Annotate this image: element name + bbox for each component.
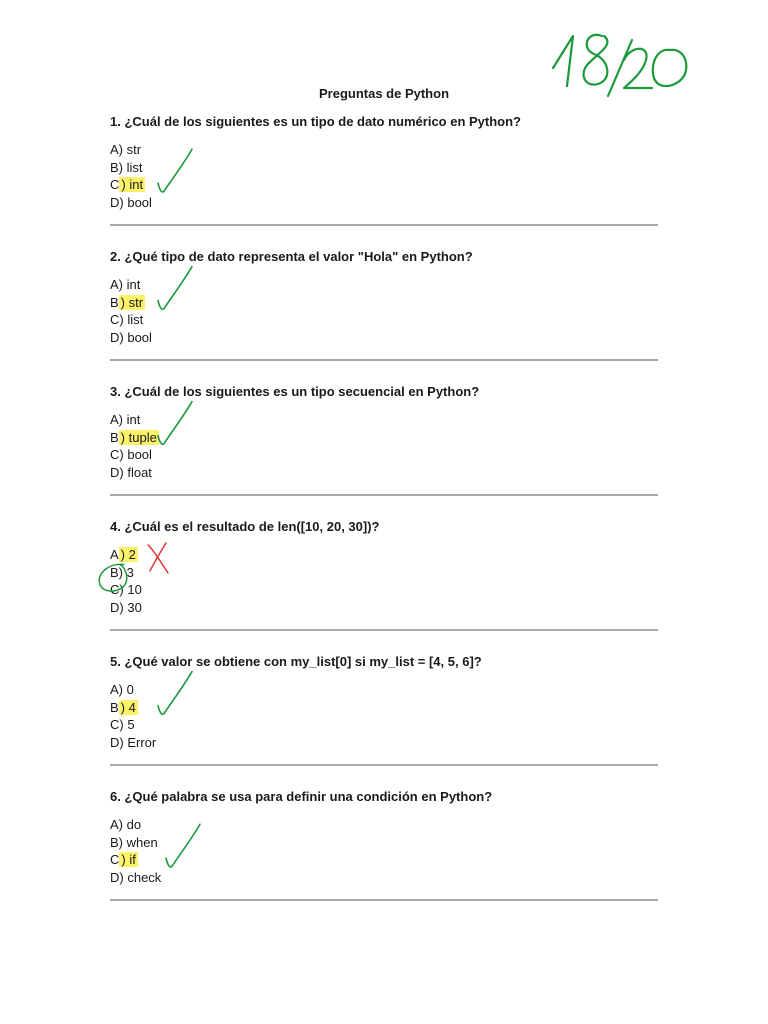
question-text: 1. ¿Cuál de los siguientes es un tipo de dato numérico en Python? [110, 114, 521, 129]
option-text: str [125, 294, 144, 310]
question-4 [110, 519, 670, 617]
option-list [110, 276, 670, 347]
separator-line [110, 224, 658, 226]
separator-line [110, 359, 658, 361]
option-paren: ) [119, 330, 124, 346]
option-paren: ) [119, 600, 124, 616]
option-paren: ) [119, 717, 124, 733]
option-paren: ) [118, 159, 124, 175]
option-list [110, 546, 670, 617]
option-letter: D [110, 870, 120, 886]
question-5 [110, 654, 670, 752]
separator-line [110, 494, 658, 496]
question-text: 5. ¿Qué valor se obtiene con my_list[0] si my_list = [4, 5, 6]? [110, 654, 482, 669]
question-text: 4. ¿Cuál es el resultado de len([10, 20, 30])? [110, 519, 380, 534]
option-text: 3 [123, 564, 134, 580]
option-paren: ) [119, 735, 124, 751]
option-paren: ) [121, 852, 126, 868]
option-paren: ) [121, 177, 126, 193]
question-6 [110, 789, 670, 887]
option-b [110, 294, 670, 312]
question-3 [110, 384, 670, 482]
option-text: 5 [123, 717, 135, 733]
option-d [110, 734, 670, 752]
option-a [110, 816, 670, 834]
option-text: check [123, 870, 162, 886]
selected-answer-highlight [119, 430, 159, 445]
score-stroke [553, 36, 573, 86]
option-c [110, 446, 670, 464]
option-text: Error [123, 735, 157, 751]
selected-answer-highlight [119, 700, 138, 715]
option-b [110, 159, 670, 177]
option-text: tuple [125, 429, 157, 445]
option-paren: ) [120, 547, 126, 562]
question-2 [110, 249, 670, 347]
option-paren: ) [119, 465, 124, 481]
separator-line [110, 629, 658, 631]
selected-answer-highlight [119, 852, 137, 867]
selected-answer-highlight [119, 177, 145, 192]
option-letter: A [110, 682, 119, 697]
option-paren: ) [118, 834, 124, 850]
option-text: when [123, 834, 158, 850]
option-paren: ) [119, 870, 124, 886]
option-letter: C [110, 852, 120, 868]
option-text: float [123, 465, 152, 481]
option-text: int [125, 177, 144, 193]
option-a [110, 411, 670, 429]
option-list [110, 681, 670, 752]
option-c [110, 311, 670, 329]
option-c [110, 851, 670, 869]
option-paren: ) [118, 412, 124, 427]
option-text: 2 [125, 547, 136, 562]
option-d [110, 194, 670, 212]
question-text: 3. ¿Cuál de los siguientes es un tipo secuencial en Python? [110, 384, 480, 399]
option-list [110, 411, 670, 482]
option-paren: ) [118, 682, 124, 697]
option-letter: C [110, 717, 120, 733]
question-1 [110, 114, 670, 212]
option-letter: D [110, 735, 120, 751]
option-text: int [123, 277, 141, 292]
question-text: 6. ¿Qué palabra se usa para definir una condición en Python? [110, 789, 493, 804]
option-a [110, 141, 670, 159]
option-letter: B [110, 564, 119, 580]
option-c [110, 581, 670, 599]
option-text: 0 [123, 682, 134, 697]
option-letter: B [110, 834, 119, 850]
option-c [110, 716, 670, 734]
option-text: 10 [123, 582, 142, 598]
option-letter: A [110, 277, 119, 292]
option-paren: ) [120, 429, 126, 445]
option-paren: ) [118, 817, 124, 832]
option-text: str [123, 142, 142, 157]
option-b [110, 564, 670, 582]
option-text: list [123, 312, 144, 328]
option-b [110, 834, 670, 852]
separator-line [110, 764, 658, 766]
option-d [110, 329, 670, 347]
option-a [110, 681, 670, 699]
option-text: list [123, 159, 143, 175]
option-letter: A [110, 547, 119, 562]
option-text: if [125, 852, 136, 868]
option-letter: C [110, 582, 120, 598]
option-text: do [123, 817, 142, 832]
option-d [110, 464, 670, 482]
option-letter: B [110, 159, 119, 175]
page-title: Preguntas de Python [318, 86, 450, 101]
separator-line [110, 899, 658, 901]
option-paren: ) [118, 564, 124, 580]
option-letter: D [110, 465, 120, 481]
option-letter: C [110, 312, 120, 328]
option-paren: ) [119, 195, 124, 211]
option-b [110, 429, 670, 447]
option-letter: A [110, 142, 119, 157]
option-letter: D [110, 600, 120, 616]
question-text: 2. ¿Qué tipo de dato representa el valor "Hola" en Python? [110, 249, 473, 264]
option-letter: C [110, 447, 120, 463]
option-c [110, 176, 670, 194]
option-a [110, 546, 670, 564]
option-paren: ) [118, 142, 124, 157]
option-letter: C [110, 177, 120, 193]
score-stroke [653, 50, 687, 86]
option-paren: ) [120, 294, 126, 310]
option-text: int [123, 412, 141, 427]
option-paren: ) [120, 699, 126, 715]
option-letter: B [110, 699, 119, 715]
option-paren: ) [119, 447, 124, 463]
option-d [110, 869, 670, 887]
option-text: bool [123, 195, 152, 211]
score-stroke [624, 49, 652, 88]
score-stroke [584, 35, 608, 85]
option-letter: A [110, 412, 119, 427]
option-text: bool [123, 330, 152, 346]
option-d [110, 599, 670, 617]
option-paren: ) [118, 277, 124, 292]
option-a [110, 276, 670, 294]
option-letter: B [110, 294, 119, 310]
option-text: bool [123, 447, 152, 463]
option-paren: ) [119, 582, 124, 598]
selected-answer-highlight [119, 295, 145, 310]
option-letter: B [110, 429, 119, 445]
option-letter: A [110, 817, 119, 832]
option-list [110, 141, 670, 212]
option-letter: D [110, 195, 120, 211]
option-letter: D [110, 330, 120, 346]
option-paren: ) [119, 312, 124, 328]
option-b [110, 699, 670, 717]
option-text: 4 [125, 699, 136, 715]
selected-answer-highlight [119, 547, 138, 562]
option-list [110, 816, 670, 887]
option-text: 30 [123, 600, 142, 616]
